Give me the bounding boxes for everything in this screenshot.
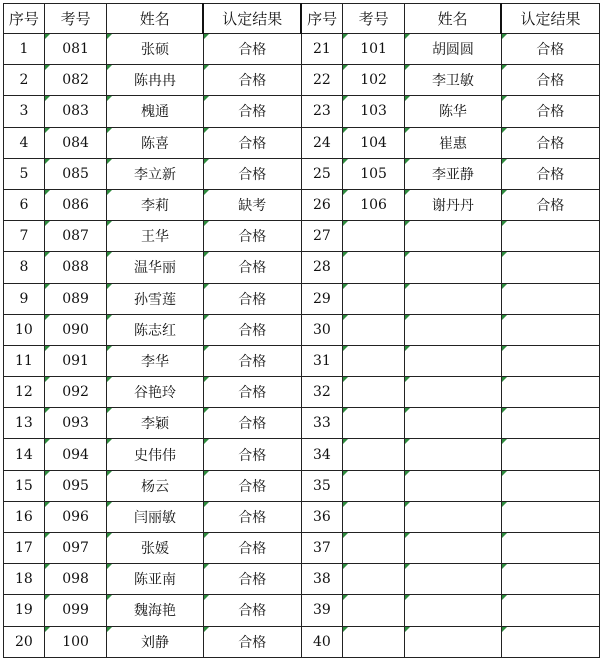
left-name-cell: 陈亚南: [107, 564, 203, 595]
right-result-cell: [501, 626, 599, 657]
left-seq-cell: 8: [4, 252, 45, 283]
left-seq-cell: 17: [4, 533, 45, 564]
right-result-cell: [501, 314, 599, 345]
right-result-cell: [501, 252, 599, 283]
left-seq-cell: 3: [4, 96, 45, 127]
left-result-cell: 合格: [203, 96, 301, 127]
header-seq-left: 序号: [4, 4, 45, 34]
right-result-cell: [501, 408, 599, 439]
right-exam-no-cell: [342, 595, 405, 626]
left-seq-cell: 4: [4, 127, 45, 158]
left-name-cell: 刘静: [107, 626, 203, 657]
right-exam-no-cell: 106: [342, 189, 405, 220]
table-row: [4, 96, 600, 127]
left-seq-cell: 10: [4, 314, 45, 345]
left-seq-cell: 14: [4, 439, 45, 470]
header-result-left: 认定结果: [203, 4, 301, 34]
left-name-cell: 温华丽: [107, 252, 203, 283]
left-name-cell: 史伟伟: [107, 439, 203, 470]
right-name-cell: 陈华: [405, 96, 501, 127]
left-seq-cell: 6: [4, 189, 45, 220]
left-result-cell: 合格: [203, 158, 301, 189]
left-exam-no-cell: 096: [44, 501, 107, 532]
left-result-cell: 合格: [203, 439, 301, 470]
left-result-cell: 合格: [203, 533, 301, 564]
right-name-cell: 李卫敏: [405, 65, 501, 96]
left-name-cell: 槐通: [107, 96, 203, 127]
results-sheet: [3, 3, 600, 658]
right-name-cell: [405, 377, 501, 408]
table-row: [4, 252, 600, 283]
left-result-cell: 合格: [203, 626, 301, 657]
header-name-left: 姓名: [107, 4, 203, 34]
right-seq-cell: 30: [301, 314, 342, 345]
left-name-cell: 陈喜: [107, 127, 203, 158]
right-name-cell: 谢丹丹: [405, 189, 501, 220]
right-seq-cell: 37: [301, 533, 342, 564]
left-exam-no-cell: 082: [44, 65, 107, 96]
left-name-cell: 张媛: [107, 533, 203, 564]
right-result-cell: 合格: [501, 34, 599, 65]
left-name-cell: 张硕: [107, 34, 203, 65]
right-name-cell: [405, 470, 501, 501]
header-exam-no-right: 考号: [342, 4, 405, 34]
left-result-cell: 合格: [203, 595, 301, 626]
left-seq-cell: 11: [4, 345, 45, 376]
right-name-cell: 崔惠: [405, 127, 501, 158]
right-result-cell: [501, 283, 599, 314]
left-name-cell: 陈冉冉: [107, 65, 203, 96]
table-row: [4, 314, 600, 345]
left-exam-no-cell: 081: [44, 34, 107, 65]
left-exam-no-cell: 084: [44, 127, 107, 158]
left-seq-cell: 15: [4, 470, 45, 501]
right-name-cell: [405, 221, 501, 252]
right-name-cell: [405, 345, 501, 376]
right-seq-cell: 26: [301, 189, 342, 220]
left-seq-cell: 7: [4, 221, 45, 252]
right-exam-no-cell: 102: [342, 65, 405, 96]
right-exam-no-cell: [342, 439, 405, 470]
left-exam-no-cell: 090: [44, 314, 107, 345]
table-row: [4, 501, 600, 532]
right-exam-no-cell: [342, 345, 405, 376]
table-row: [4, 408, 600, 439]
table-row: [4, 470, 600, 501]
right-result-cell: 合格: [501, 127, 599, 158]
left-exam-no-cell: 097: [44, 533, 107, 564]
right-result-cell: 合格: [501, 65, 599, 96]
right-seq-cell: 28: [301, 252, 342, 283]
right-exam-no-cell: [342, 408, 405, 439]
right-name-cell: 胡圆圆: [405, 34, 501, 65]
table-row: [4, 158, 600, 189]
table-row: [4, 127, 600, 158]
right-name-cell: [405, 408, 501, 439]
left-name-cell: 谷艳玲: [107, 377, 203, 408]
right-exam-no-cell: [342, 501, 405, 532]
left-result-cell: 合格: [203, 408, 301, 439]
table-row: [4, 189, 600, 220]
left-name-cell: 李颖: [107, 408, 203, 439]
right-name-cell: [405, 314, 501, 345]
right-exam-no-cell: 101: [342, 34, 405, 65]
left-exam-no-cell: 099: [44, 595, 107, 626]
certification-results-table: [3, 3, 600, 658]
table-row: [4, 626, 600, 657]
table-row: [4, 65, 600, 96]
header-seq-right: 序号: [301, 4, 342, 34]
right-result-cell: [501, 221, 599, 252]
left-exam-no-cell: 083: [44, 96, 107, 127]
right-result-cell: [501, 470, 599, 501]
right-exam-no-cell: [342, 221, 405, 252]
right-seq-cell: 34: [301, 439, 342, 470]
right-seq-cell: 22: [301, 65, 342, 96]
left-exam-no-cell: 086: [44, 189, 107, 220]
left-exam-no-cell: 089: [44, 283, 107, 314]
header-row: [4, 4, 600, 34]
right-result-cell: [501, 377, 599, 408]
right-seq-cell: 31: [301, 345, 342, 376]
table-row: [4, 345, 600, 376]
right-result-cell: [501, 595, 599, 626]
right-name-cell: [405, 439, 501, 470]
right-name-cell: [405, 501, 501, 532]
left-seq-cell: 13: [4, 408, 45, 439]
right-exam-no-cell: [342, 564, 405, 595]
right-name-cell: 李亚静: [405, 158, 501, 189]
right-result-cell: 合格: [501, 189, 599, 220]
right-result-cell: [501, 533, 599, 564]
table-row: [4, 564, 600, 595]
left-name-cell: 王华: [107, 221, 203, 252]
left-exam-no-cell: 087: [44, 221, 107, 252]
right-seq-cell: 24: [301, 127, 342, 158]
right-exam-no-cell: [342, 470, 405, 501]
left-seq-cell: 20: [4, 626, 45, 657]
left-exam-no-cell: 098: [44, 564, 107, 595]
right-exam-no-cell: 103: [342, 96, 405, 127]
left-result-cell: 合格: [203, 252, 301, 283]
right-seq-cell: 21: [301, 34, 342, 65]
left-exam-no-cell: 095: [44, 470, 107, 501]
left-name-cell: 闫丽敏: [107, 501, 203, 532]
right-name-cell: [405, 564, 501, 595]
header-result-right: 认定结果: [501, 4, 599, 34]
left-name-cell: 李莉: [107, 189, 203, 220]
right-exam-no-cell: 104: [342, 127, 405, 158]
right-seq-cell: 38: [301, 564, 342, 595]
left-exam-no-cell: 085: [44, 158, 107, 189]
left-result-cell: 合格: [203, 65, 301, 96]
left-name-cell: 杨云: [107, 470, 203, 501]
left-exam-no-cell: 088: [44, 252, 107, 283]
right-seq-cell: 25: [301, 158, 342, 189]
left-seq-cell: 5: [4, 158, 45, 189]
left-result-cell: 合格: [203, 221, 301, 252]
table-row: [4, 439, 600, 470]
right-exam-no-cell: [342, 533, 405, 564]
left-seq-cell: 19: [4, 595, 45, 626]
left-name-cell: 孙雪莲: [107, 283, 203, 314]
right-result-cell: 合格: [501, 158, 599, 189]
right-exam-no-cell: [342, 626, 405, 657]
left-exam-no-cell: 094: [44, 439, 107, 470]
right-seq-cell: 35: [301, 470, 342, 501]
left-name-cell: 魏海艳: [107, 595, 203, 626]
right-seq-cell: 36: [301, 501, 342, 532]
left-result-cell: 合格: [203, 34, 301, 65]
left-result-cell: 合格: [203, 283, 301, 314]
left-seq-cell: 9: [4, 283, 45, 314]
right-seq-cell: 29: [301, 283, 342, 314]
left-exam-no-cell: 093: [44, 408, 107, 439]
header-name-right: 姓名: [405, 4, 501, 34]
left-result-cell: 合格: [203, 501, 301, 532]
right-name-cell: [405, 533, 501, 564]
table-row: [4, 595, 600, 626]
right-name-cell: [405, 252, 501, 283]
right-seq-cell: 32: [301, 377, 342, 408]
right-result-cell: [501, 501, 599, 532]
left-name-cell: 陈志红: [107, 314, 203, 345]
left-name-cell: 李立新: [107, 158, 203, 189]
left-seq-cell: 12: [4, 377, 45, 408]
right-exam-no-cell: [342, 252, 405, 283]
left-name-cell: 李华: [107, 345, 203, 376]
table-row: [4, 283, 600, 314]
left-result-cell: 合格: [203, 314, 301, 345]
right-exam-no-cell: 105: [342, 158, 405, 189]
right-exam-no-cell: [342, 314, 405, 345]
table-body: [4, 34, 600, 658]
header-exam-no-left: 考号: [44, 4, 107, 34]
left-result-cell: 合格: [203, 470, 301, 501]
right-seq-cell: 33: [301, 408, 342, 439]
right-exam-no-cell: [342, 377, 405, 408]
right-seq-cell: 23: [301, 96, 342, 127]
left-result-cell: 合格: [203, 377, 301, 408]
right-name-cell: [405, 626, 501, 657]
left-result-cell: 缺考: [203, 189, 301, 220]
left-result-cell: 合格: [203, 345, 301, 376]
left-exam-no-cell: 100: [44, 626, 107, 657]
right-result-cell: [501, 345, 599, 376]
right-result-cell: [501, 439, 599, 470]
left-seq-cell: 2: [4, 65, 45, 96]
right-seq-cell: 40: [301, 626, 342, 657]
table-row: [4, 34, 600, 65]
table-row: [4, 221, 600, 252]
table-row: [4, 533, 600, 564]
left-result-cell: 合格: [203, 127, 301, 158]
left-seq-cell: 18: [4, 564, 45, 595]
left-exam-no-cell: 091: [44, 345, 107, 376]
right-exam-no-cell: [342, 283, 405, 314]
left-seq-cell: 16: [4, 501, 45, 532]
left-seq-cell: 1: [4, 34, 45, 65]
right-name-cell: [405, 283, 501, 314]
left-result-cell: 合格: [203, 564, 301, 595]
right-seq-cell: 27: [301, 221, 342, 252]
right-result-cell: 合格: [501, 96, 599, 127]
table-row: [4, 377, 600, 408]
left-exam-no-cell: 092: [44, 377, 107, 408]
right-seq-cell: 39: [301, 595, 342, 626]
right-name-cell: [405, 595, 501, 626]
right-result-cell: [501, 564, 599, 595]
